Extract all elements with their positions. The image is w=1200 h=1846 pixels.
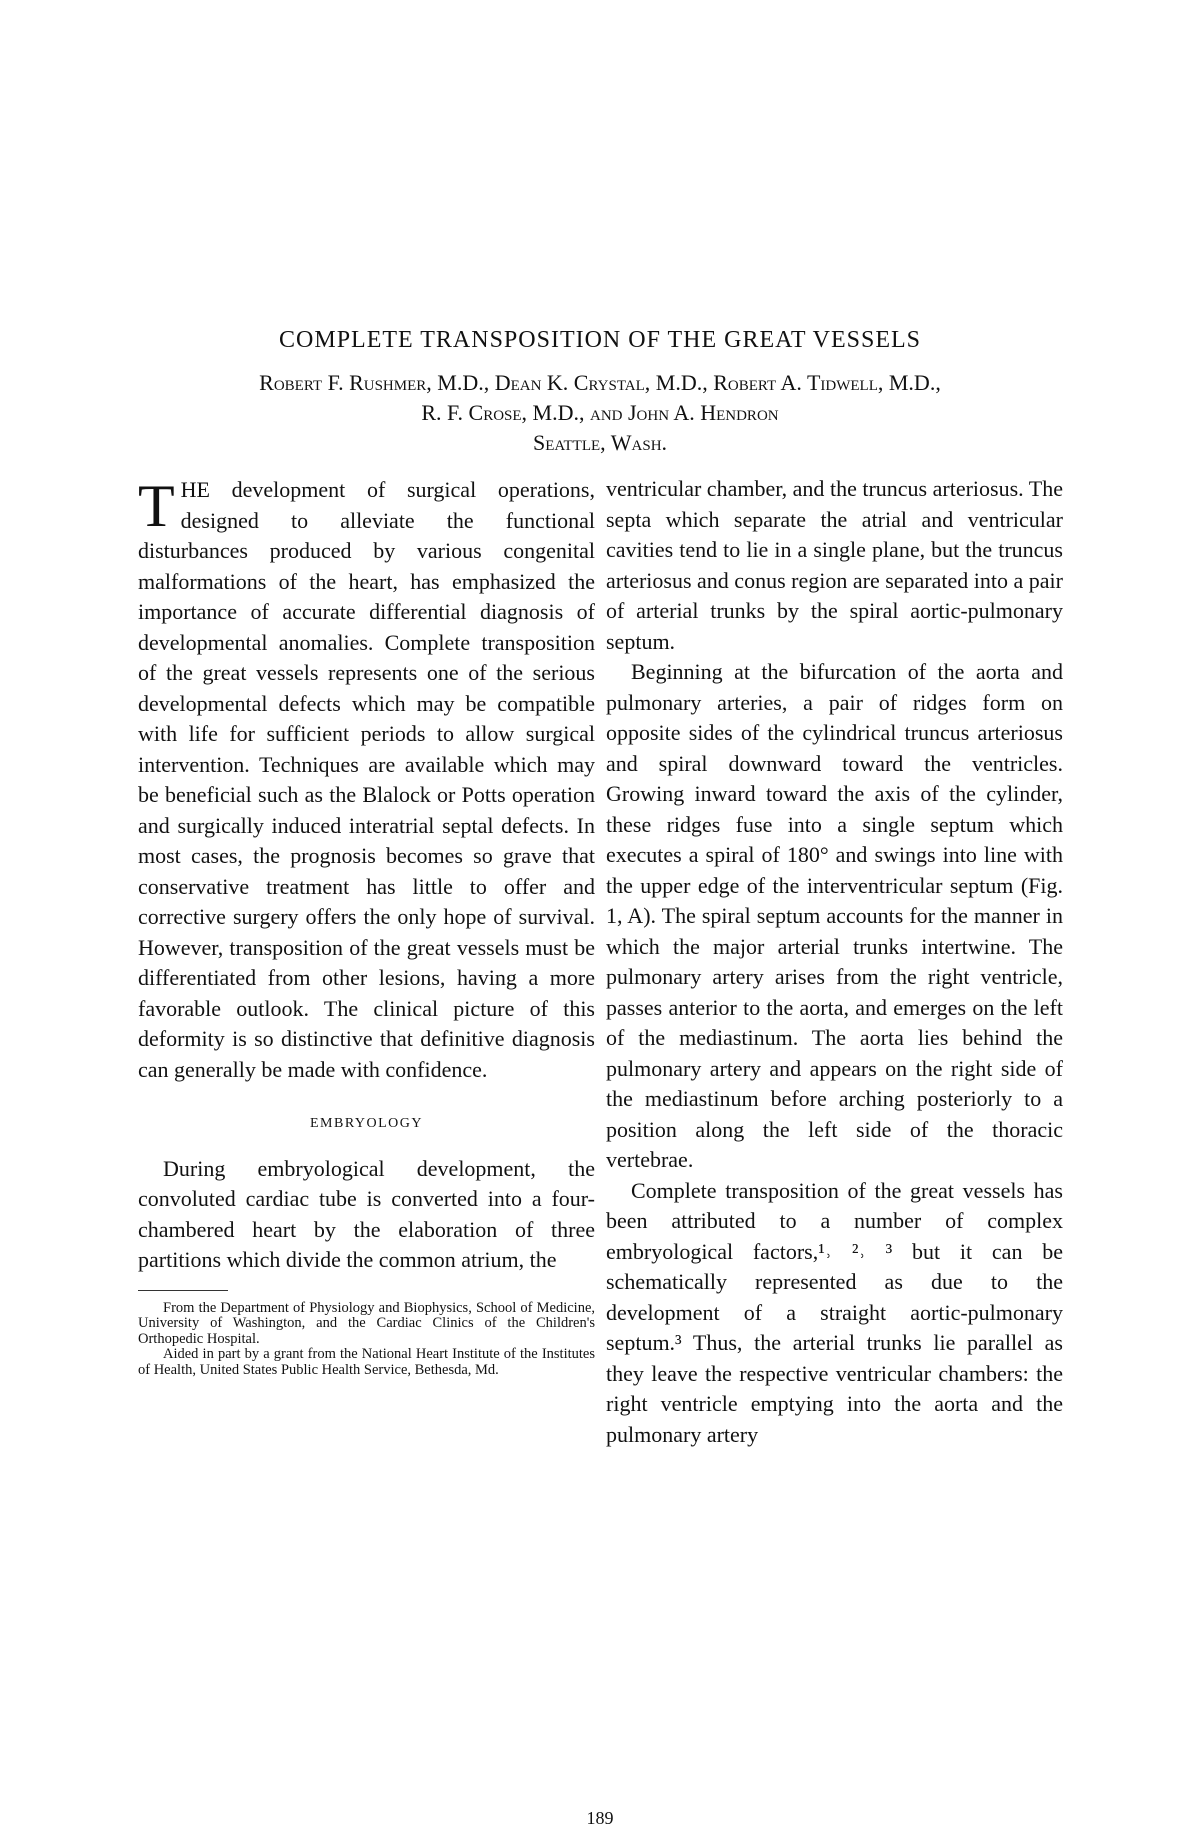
drop-cap: T [138, 473, 175, 539]
authors-line-2: R. F. Crose, M.D., and John A. Hendron [421, 400, 779, 425]
intro-text: HE development of surgical operations, designed to alleviate the functional disturbances produced by various congenital malformations of the heart, has emphasized the importance of accurate differential diagnosis of developmental anomalies. Complete transposition of the great vessels represents one of the serious developmental defects which may be compatible with life for sufficient periods to allow surgical intervention. Techniques are available which may be beneficial such as the Blalock or Potts operation and surgically induced interatrial septal defects. In most cases, the prognosis becomes so grave that conservative treatment has little to offer and corrective surgery offers the only hope of survival. However, transposition of the great vessels must be differentiated from other lesions, having a more favorable outlook. The clinical picture of this deformity is so distinctive that definitive diagnosis can generally be made with confidence. [138, 477, 595, 1082]
right-paragraph-2: Beginning at the bifurcation of the aorta and pulmonary arteries, a pair of ridges form on opposite sides of the cylindrical truncus arteriosus and spiral downward toward the ventricles. Growing inward toward the axis of the cylinder, these ridges fuse into a single septum which executes a spiral of 180° and swings into line with the upper edge of the interventricular septum (Fig. 1, A). The spiral septum accounts for the manner in which the major arterial trunks intertwine. The pulmonary artery arises from the right ventricle, passes anterior to the aorta, and emerges on the left of the mediastinum. The aorta lies behind the pulmonary artery and appears on the right side of the mediastinum before arching posteriorly to a position along the left side of the thoracic vertebrae. [606, 659, 1063, 1172]
footnote-grant: Aided in part by a grant from the National Heart Institute of the Institutes of Health, United States Public Health Service, Bethesda, Md. [138, 1346, 595, 1378]
right-paragraph-3: Complete transposition of the great vessels has been attributed to a number of complex embryological factors,¹˒ ²˒ ³ but it can be schematically represented as due to the development of a straight aortic-pulmonary septum.³ Thus, the arterial trunks lie parallel as they leave the respective ventricular chambers: the right ventricle emptying into the aorta and the pulmonary artery [606, 1177, 1063, 1447]
footnote-divider [138, 1290, 228, 1291]
footnote-affiliation: From the Department of Physiology and Biophysics, School of Medicine, University of Washington, and the Cardiac Clinics of the Children's Orthopedic Hospital. [138, 1299, 595, 1347]
page-number: 189 [586, 1808, 614, 1828]
section-heading-embryology: EMBRYOLOGY [309, 1116, 423, 1131]
article-title: COMPLETE TRANSPOSITION OF THE GREAT VESSELS [279, 327, 921, 353]
right-column [606, 474, 1063, 1450]
left-column [138, 475, 595, 1378]
embryology-paragraph: During embryological development, the convoluted cardiac tube is converted into a four-chambered heart by the elaboration of three partitions which divide the common atrium, the [138, 1155, 595, 1272]
intro-paragraph [138, 475, 595, 1085]
authors-line-1: Robert F. Rushmer, M.D., Dean K. Crystal, M.D., Robert A. Tidwell, M.D., [259, 370, 941, 395]
author-location: Seattle, Wash. [532, 430, 668, 455]
right-paragraph-1: ventricular chamber, and the truncus arteriosus. The septa which separate the atrial and ventricular cavities tend to lie in a single plane, but the truncus arteriosus and conus region are separated into a pair of arterial trunks by the spiral aortic-pulmonary septum. [606, 476, 1063, 654]
